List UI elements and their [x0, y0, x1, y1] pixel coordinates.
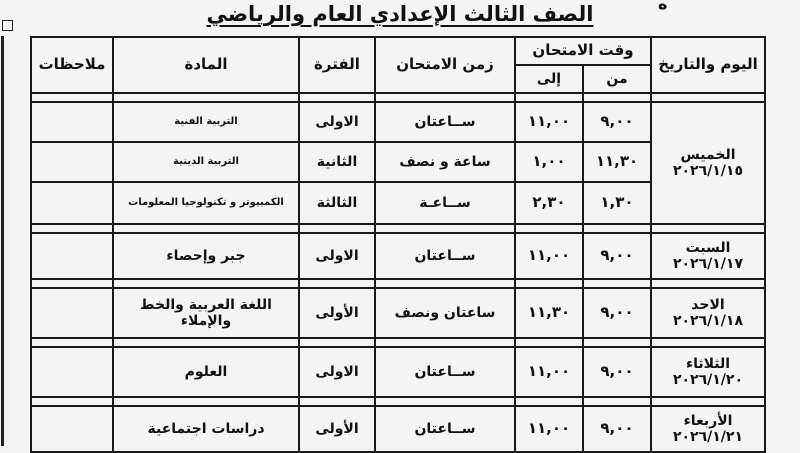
header-period: الفترة: [299, 37, 375, 93]
exam-period: الأولى: [299, 288, 375, 338]
day-date-cell: [651, 233, 765, 279]
notes-cell: [31, 233, 113, 279]
notes-cell: [31, 102, 113, 142]
separator-cell: [375, 224, 515, 233]
time-from: ١١,٣٠: [583, 142, 651, 182]
separator-cell: [113, 338, 299, 347]
time-to: ١١,٠٠: [515, 347, 583, 397]
exam-row: [31, 288, 765, 338]
day-separator: [31, 397, 765, 406]
exam-duration: ســاعتان: [375, 347, 515, 397]
time-from: ٩,٠٠: [583, 102, 651, 142]
exam-subject: دراسات اجتماعية: [113, 406, 299, 452]
separator-cell: [31, 93, 113, 102]
exam-period: الأولى: [299, 406, 375, 452]
separator-cell: [583, 279, 651, 288]
exam-row: [31, 347, 765, 397]
exam-row: [31, 233, 765, 279]
time-to: ١١,٠٠: [515, 102, 583, 142]
separator-cell: [651, 224, 765, 233]
time-to: ١١,٣٠: [515, 288, 583, 338]
exam-date: ٢٠٢٦/١/٢٠: [672, 372, 744, 388]
exam-duration: ســاعتان: [375, 233, 515, 279]
day-name: الأربعاء: [683, 412, 733, 429]
time-to: ٢,٣٠: [515, 182, 583, 224]
day-date-cell: [651, 102, 765, 224]
header-to: إلى: [515, 65, 583, 93]
exam-period: الثالثة: [299, 182, 375, 224]
exam-row: [31, 102, 765, 142]
day-separator: [31, 338, 765, 347]
header-notes: ملاحظات: [31, 37, 113, 93]
time-to: ١١,٠٠: [515, 233, 583, 279]
separator-cell: [31, 279, 113, 288]
exam-duration: ســاعتان: [375, 406, 515, 452]
page-title: الصف الثالث الإعدادي العام والرياضي: [206, 2, 594, 26]
separator-cell: [515, 397, 583, 406]
separator-cell: [583, 397, 651, 406]
separator-cell: [515, 93, 583, 102]
exam-duration: ساعتان ونصف: [375, 288, 515, 338]
separator-cell: [651, 279, 765, 288]
separator-cell: [31, 224, 113, 233]
separator-cell: [651, 338, 765, 347]
notes-cell: [31, 406, 113, 452]
separator-cell: [651, 93, 765, 102]
separator-cell: [299, 224, 375, 233]
exam-subject: الكمبيوتر و تكنولوجيا المعلومات: [113, 182, 299, 224]
exam-period: الاولى: [299, 102, 375, 142]
time-from: ٩,٠٠: [583, 406, 651, 452]
separator-cell: [299, 338, 375, 347]
separator-cell: [113, 397, 299, 406]
time-from: ١,٣٠: [583, 182, 651, 224]
exam-date: ٢٠٢٦/١/٢١: [672, 429, 744, 445]
day-name: السبت: [685, 239, 731, 256]
page-edge-line: [1, 36, 4, 446]
exam-subject: العلوم: [113, 347, 299, 397]
separator-cell: [299, 279, 375, 288]
exam-duration: ســاعـة: [375, 182, 515, 224]
exam-schedule-table: [30, 36, 766, 453]
day-date-cell: [651, 288, 765, 338]
day-name: الثلاثاء: [685, 355, 731, 372]
separator-cell: [375, 338, 515, 347]
time-to: ١١,٠٠: [515, 406, 583, 452]
day-date-cell: [651, 406, 765, 452]
exam-row: [31, 406, 765, 452]
corner-box-mark: [2, 20, 13, 31]
notes-cell: [31, 347, 113, 397]
header-duration: زمن الامتحان: [375, 37, 515, 93]
separator-cell: [113, 224, 299, 233]
exam-subject: التربية الدينية: [113, 142, 299, 182]
exam-duration: ساعة و نصف: [375, 142, 515, 182]
day-separator: [31, 279, 765, 288]
separator-cell: [651, 397, 765, 406]
separator-cell: [375, 279, 515, 288]
separator-cell: [375, 93, 515, 102]
separator-cell: [113, 279, 299, 288]
separator-cell: [31, 338, 113, 347]
notes-cell: [31, 182, 113, 224]
corner-dot-mark: ه: [658, 0, 668, 13]
exam-date: ٢٠٢٦/١/١٥: [672, 163, 744, 179]
separator-cell: [299, 397, 375, 406]
exam-date: ٢٠٢٦/١/١٨: [672, 313, 744, 329]
separator-cell: [375, 397, 515, 406]
header-exam-time: وقت الامتحان: [515, 37, 651, 65]
exam-date: ٢٠٢٦/١/١٧: [672, 256, 744, 272]
separator-cell: [515, 224, 583, 233]
day-date-cell: [651, 347, 765, 397]
separator-cell: [583, 338, 651, 347]
header-row: [31, 37, 765, 65]
day-separator: [31, 224, 765, 233]
header-from: من: [583, 65, 651, 93]
separator-cell: [583, 93, 651, 102]
day-name: الخميس: [680, 146, 736, 163]
exam-period: الاولى: [299, 233, 375, 279]
day-separator: [31, 93, 765, 102]
time-to: ١,٠٠: [515, 142, 583, 182]
exam-period: الثانية: [299, 142, 375, 182]
header-day-date: اليوم والتاريخ: [651, 37, 765, 93]
exam-subject: جبر وإحصاء: [113, 233, 299, 279]
time-from: ٩,٠٠: [583, 233, 651, 279]
separator-cell: [515, 279, 583, 288]
separator-cell: [31, 397, 113, 406]
separator-cell: [515, 338, 583, 347]
header-subject: المادة: [113, 37, 299, 93]
exam-duration: ســاعتان: [375, 102, 515, 142]
separator-cell: [113, 93, 299, 102]
day-name: الاحد: [691, 296, 725, 313]
separator-cell: [299, 93, 375, 102]
time-from: ٩,٠٠: [583, 347, 651, 397]
time-from: ٩,٠٠: [583, 288, 651, 338]
notes-cell: [31, 288, 113, 338]
exam-subject: التربية الفنية: [113, 102, 299, 142]
notes-cell: [31, 142, 113, 182]
separator-cell: [583, 224, 651, 233]
exam-subject: اللغة العربية والخط والإملاء: [113, 288, 299, 338]
exam-period: الاولى: [299, 347, 375, 397]
